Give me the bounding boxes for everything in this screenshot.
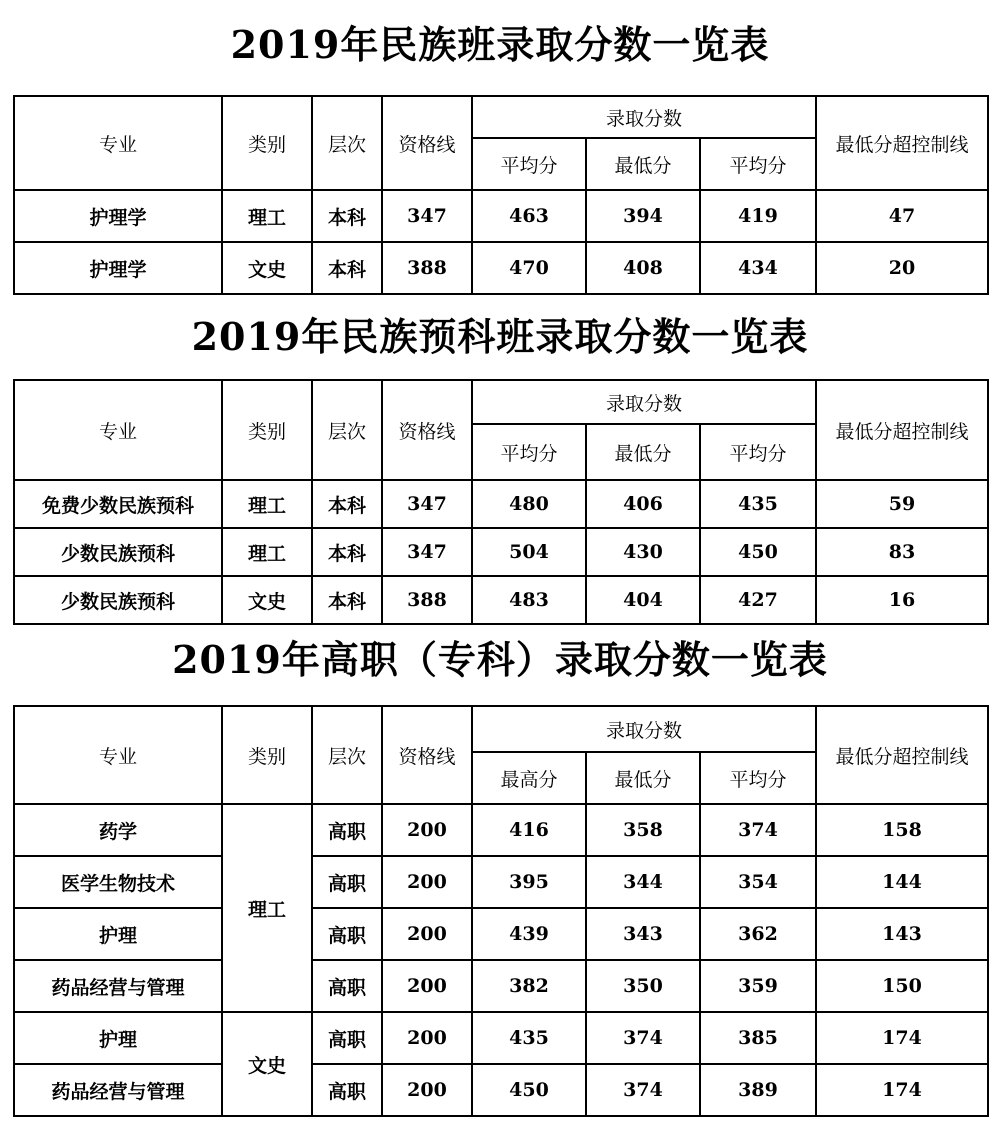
header-level: 层次 — [312, 380, 382, 480]
cell-major: 少数民族预科 — [14, 576, 222, 624]
cell-score-2: 343 — [586, 908, 700, 960]
cell-min-over-control: 158 — [816, 804, 988, 856]
cell-score-3: 389 — [700, 1064, 816, 1116]
cell-major: 药品经营与管理 — [14, 1064, 222, 1116]
cell-score-1: 504 — [472, 528, 586, 576]
admission-table-ethnic-class — [13, 95, 989, 295]
cell-major: 少数民族预科 — [14, 528, 222, 576]
header-major: 专业 — [14, 380, 222, 480]
cell-min-over-control: 59 — [816, 480, 988, 528]
table-row — [14, 1064, 988, 1116]
cell-level: 高职 — [312, 1064, 382, 1116]
subheader-score-2: 最低分 — [586, 138, 700, 190]
cell-min-over-control: 83 — [816, 528, 988, 576]
subheader-score-1: 平均分 — [472, 138, 586, 190]
header-min-over-control: 最低分超控制线 — [816, 96, 988, 190]
header-category: 类别 — [222, 706, 312, 804]
cell-major: 药学 — [14, 804, 222, 856]
cell-score-1: 382 — [472, 960, 586, 1012]
cell-min-over-control: 20 — [816, 242, 988, 294]
cell-major: 护理学 — [14, 190, 222, 242]
subheader-score-1: 平均分 — [472, 424, 586, 480]
cell-min-over-control: 174 — [816, 1064, 988, 1116]
cell-level: 高职 — [312, 1012, 382, 1064]
cell-score-1: 439 — [472, 908, 586, 960]
cell-score-1: 416 — [472, 804, 586, 856]
cell-level: 本科 — [312, 242, 382, 294]
cell-major: 护理 — [14, 1012, 222, 1064]
cell-score-2: 406 — [586, 480, 700, 528]
cell-score-2: 394 — [586, 190, 700, 242]
cell-qualify-line: 388 — [382, 576, 472, 624]
cell-score-3: 374 — [700, 804, 816, 856]
table-row — [14, 804, 988, 856]
cell-major: 护理 — [14, 908, 222, 960]
subheader-score-3: 平均分 — [700, 424, 816, 480]
cell-score-2: 374 — [586, 1064, 700, 1116]
admission-table-ethnic-preparatory — [13, 379, 989, 625]
cell-min-over-control: 144 — [816, 856, 988, 908]
cell-level: 高职 — [312, 804, 382, 856]
cell-score-2: 344 — [586, 856, 700, 908]
cell-min-over-control: 174 — [816, 1012, 988, 1064]
cell-score-3: 354 — [700, 856, 816, 908]
cell-level: 本科 — [312, 576, 382, 624]
cell-qualify-line: 388 — [382, 242, 472, 294]
cell-major: 药品经营与管理 — [14, 960, 222, 1012]
table-row — [14, 528, 988, 576]
table-row — [14, 576, 988, 624]
cell-score-3: 419 — [700, 190, 816, 242]
cell-qualify-line: 200 — [382, 908, 472, 960]
header-qualify-line: 资格线 — [382, 706, 472, 804]
header-qualify-line: 资格线 — [382, 380, 472, 480]
cell-min-over-control: 16 — [816, 576, 988, 624]
cell-category: 理工 — [222, 190, 312, 242]
cell-score-2: 430 — [586, 528, 700, 576]
cell-score-1: 395 — [472, 856, 586, 908]
cell-score-1: 463 — [472, 190, 586, 242]
cell-qualify-line: 347 — [382, 480, 472, 528]
cell-score-3: 450 — [700, 528, 816, 576]
cell-category: 文史 — [222, 576, 312, 624]
table-row — [14, 1012, 988, 1064]
table-row — [14, 480, 988, 528]
subheader-score-3: 平均分 — [700, 752, 816, 804]
cell-score-2: 350 — [586, 960, 700, 1012]
table2-title: 2019年民族预科班录取分数一览表 — [191, 314, 809, 359]
header-major: 专业 — [14, 96, 222, 190]
cell-level: 高职 — [312, 908, 382, 960]
cell-major: 护理学 — [14, 242, 222, 294]
cell-category-group: 理工 — [222, 804, 312, 1012]
cell-score-3: 427 — [700, 576, 816, 624]
header-major: 专业 — [14, 706, 222, 804]
cell-qualify-line: 200 — [382, 1012, 472, 1064]
cell-qualify-line: 200 — [382, 804, 472, 856]
cell-qualify-line: 200 — [382, 856, 472, 908]
cell-score-1: 450 — [472, 1064, 586, 1116]
cell-level: 高职 — [312, 856, 382, 908]
cell-level: 本科 — [312, 528, 382, 576]
cell-major: 医学生物技术 — [14, 856, 222, 908]
cell-category-group: 文史 — [222, 1012, 312, 1116]
cell-category: 理工 — [222, 528, 312, 576]
cell-score-3: 385 — [700, 1012, 816, 1064]
cell-level: 本科 — [312, 480, 382, 528]
cell-score-1: 435 — [472, 1012, 586, 1064]
cell-min-over-control: 143 — [816, 908, 988, 960]
cell-major: 免费少数民族预科 — [14, 480, 222, 528]
cell-score-2: 408 — [586, 242, 700, 294]
table-row — [14, 908, 988, 960]
admission-table-vocational — [13, 705, 989, 1117]
table-row — [14, 856, 988, 908]
header-category: 类别 — [222, 380, 312, 480]
cell-level: 本科 — [312, 190, 382, 242]
header-min-over-control: 最低分超控制线 — [816, 706, 988, 804]
cell-score-2: 404 — [586, 576, 700, 624]
cell-qualify-line: 347 — [382, 528, 472, 576]
cell-score-3: 434 — [700, 242, 816, 294]
header-level: 层次 — [312, 706, 382, 804]
table-row — [14, 190, 988, 242]
header-admission-scores: 录取分数 — [472, 96, 816, 138]
cell-score-1: 483 — [472, 576, 586, 624]
table-row — [14, 960, 988, 1012]
table-row — [14, 242, 988, 294]
cell-score-3: 362 — [700, 908, 816, 960]
cell-qualify-line: 200 — [382, 960, 472, 1012]
table1-title: 2019年民族班录取分数一览表 — [230, 22, 770, 67]
cell-min-over-control: 47 — [816, 190, 988, 242]
cell-score-1: 470 — [472, 242, 586, 294]
cell-score-3: 435 — [700, 480, 816, 528]
header-level: 层次 — [312, 96, 382, 190]
cell-score-2: 358 — [586, 804, 700, 856]
cell-category: 文史 — [222, 242, 312, 294]
subheader-score-3: 平均分 — [700, 138, 816, 190]
table3-title: 2019年高职（专科）录取分数一览表 — [172, 637, 828, 682]
header-category: 类别 — [222, 96, 312, 190]
cell-category: 理工 — [222, 480, 312, 528]
subheader-score-2: 最低分 — [586, 424, 700, 480]
cell-level: 高职 — [312, 960, 382, 1012]
cell-score-1: 480 — [472, 480, 586, 528]
subheader-score-1: 最高分 — [472, 752, 586, 804]
header-admission-scores: 录取分数 — [472, 706, 816, 752]
cell-score-3: 359 — [700, 960, 816, 1012]
cell-qualify-line: 200 — [382, 1064, 472, 1116]
header-admission-scores: 录取分数 — [472, 380, 816, 424]
header-min-over-control: 最低分超控制线 — [816, 380, 988, 480]
header-qualify-line: 资格线 — [382, 96, 472, 190]
cell-qualify-line: 347 — [382, 190, 472, 242]
cell-min-over-control: 150 — [816, 960, 988, 1012]
cell-score-2: 374 — [586, 1012, 700, 1064]
subheader-score-2: 最低分 — [586, 752, 700, 804]
